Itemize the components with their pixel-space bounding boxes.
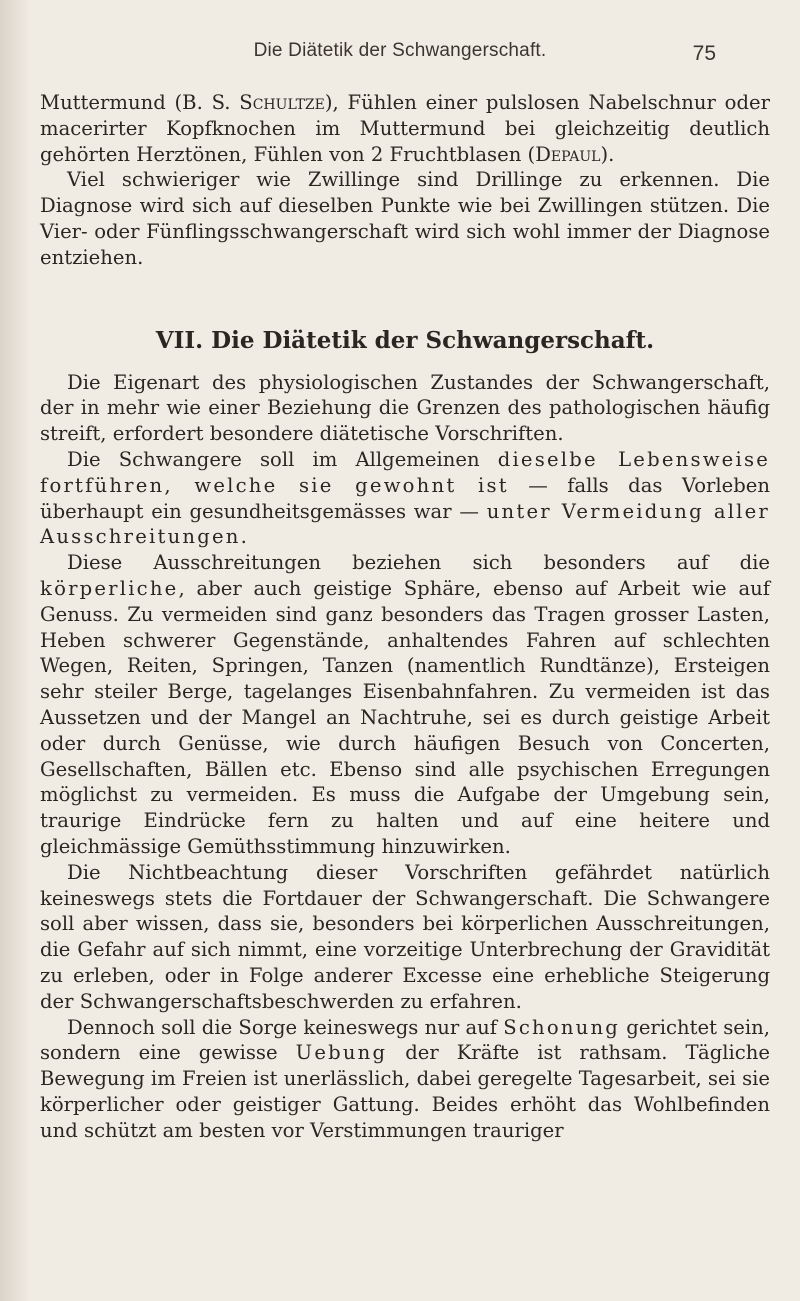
p1-text-e: ).	[600, 142, 615, 166]
body-text	[40, 90, 770, 1143]
p5-text-a: Diese Ausschreitungen beziehen sich besonders auf die	[67, 551, 770, 575]
p4-text-e: .	[240, 525, 247, 549]
paragraph-2: Viel schwieriger wie Zwillinge sind Drillinge zu erkennen. Die Diagnose wird sich auf dieselben Punkte wie bei Zwillingen stützen. Die Vier- oder Fünflingsschwangerschaft wird sich wohl immer der Diagnose entziehen.	[40, 168, 770, 269]
paragraph-1	[40, 90, 770, 167]
p7-text-e: der Kräfte ist rathsam. Tägliche Bewegung im Freien ist unerlässlich, dabei geregelte Tagesarbeit, sei sie körperlicher oder geistiger Gattung. Beides erhöht das Wohlbefinden und schützt am besten vor Verstimmungen trauriger	[40, 1041, 770, 1142]
p1-text-a: Muttermund (B. S.	[40, 91, 240, 114]
p1-text-c: ), Fühlen einer pulslosen Nabelschnur oder macerirter Kopfknochen im Muttermund bei gleichzeitig deutlich gehörten Herztönen, Fühlen von 2 Fruchtblasen (	[40, 91, 770, 166]
paragraph-4	[40, 447, 770, 550]
author-schultze: Schultze	[239, 91, 325, 114]
running-header	[0, 40, 800, 70]
p7-text-c: gerichtet sein, sondern eine gewisse	[40, 1015, 770, 1065]
paragraph-5	[40, 550, 770, 860]
paragraph-6: Die Nichtbeachtung dieser Vorschriften gefährdet natürlich keineswegs stets die Fortdauer der Schwangerschaft. Die Schwangere soll aber wissen, dass sie, besonders bei körperlichen Ausschreitungen, die Gefahr auf sich nimmt, eine vorzeitige Unterbrechung der Gravidität zu erleben, oder in Folge anderer Excesse eine erhebliche Steigerung der Schwangerschaftsbeschwerden zu erfahren.	[40, 860, 770, 1013]
page-edge-shadow	[0, 0, 30, 1301]
p5-spaced-b: körperliche	[40, 576, 179, 600]
author-depaul: Depaul	[535, 142, 601, 166]
section-heading: VII. Die Diätetik der Schwangerschaft.	[155, 326, 655, 354]
p4-text-a: Die Schwangere soll im Allgemeinen	[67, 447, 498, 471]
p4-spaced-b: dieselbe Lebensweise fortführen, welche sie gewohnt ist	[40, 447, 770, 497]
p7-text-a: Dennoch soll die Sorge keineswegs nur auf	[67, 1015, 504, 1039]
paragraph-3: Die Eigenart des physiologischen Zustandes der Schwangerschaft, der in mehr wie einer Beziehung die Grenzen des pathologischen häufig streift, erfordert besondere diätetische Vorschriften.	[40, 370, 770, 446]
p4-text-c: — falls das Vorleben überhaupt ein gesundheitsgemässes war —	[40, 473, 770, 523]
p4-spaced-d: unter Vermeidung aller Ausschreitungen	[40, 499, 770, 549]
page-number: 75	[692, 42, 716, 65]
header-title: Die Diätetik der Schwangerschaft.	[253, 40, 547, 61]
p7-spaced-d: Uebung	[295, 1041, 388, 1065]
p7-spaced-b: Schonung	[503, 1015, 621, 1039]
paragraph-7	[40, 1015, 770, 1144]
p5-text-c: , aber auch geistige Sphäre, ebenso auf Arbeit wie auf Genuss. Zu vermeiden sind ganz besonders das Tragen grosser Lasten, Heben schwerer Gegenstände, anhaltendes Fahren auf schlechten Wegen, Reiten, Springen, Tanzen (namentlich Rundtänze), Ersteigen sehr steiler Berge, tagelanges Eisenbahnfahren. Zu vermeiden ist das Aussetzen und der Mangel an Nachtruhe, sei es durch geistige Arbeit oder durch Genüsse, wie durch häufigen Besuch von Concerten, Gesellschaften, Bällen etc. Ebenso sind alle psychischen Erregungen möglichst zu vermeiden. Es muss die Aufgabe der Umgebung sein, traurige Eindrücke fern zu halten und auf eine heitere und gleichmässige Gemüthsstimmung hinzuwirken.	[40, 576, 770, 858]
